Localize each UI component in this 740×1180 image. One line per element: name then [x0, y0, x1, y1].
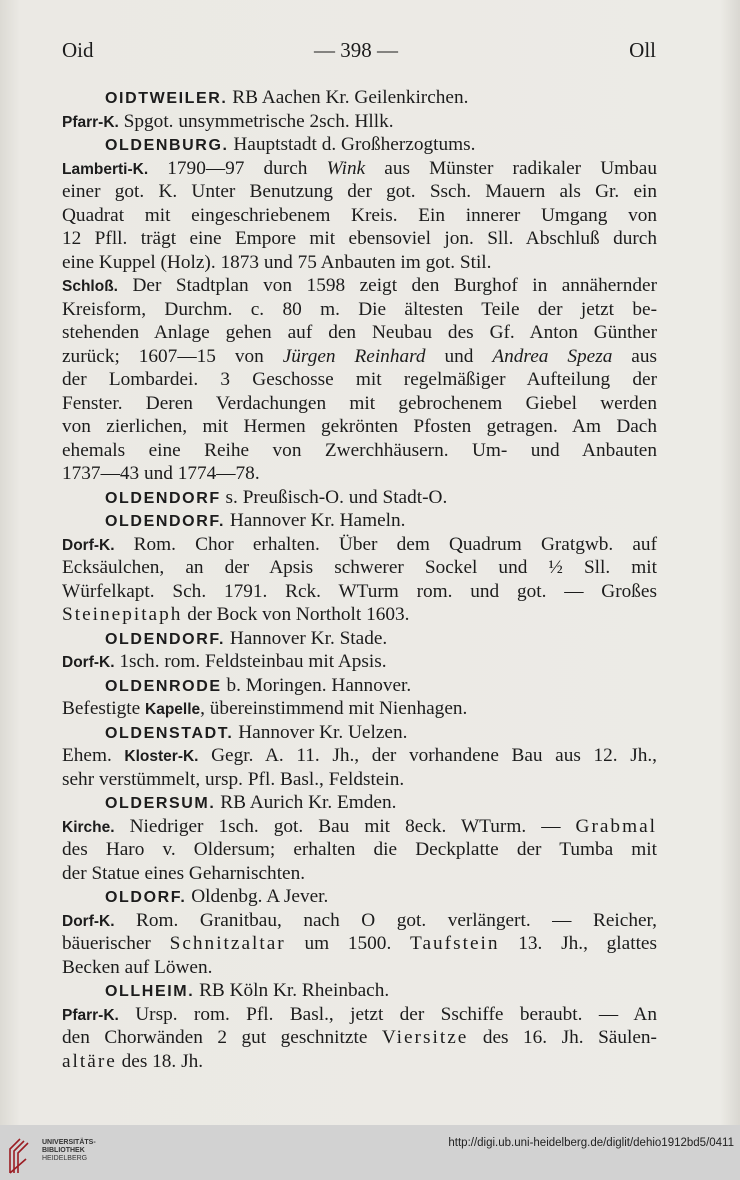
- text-line: [62, 1026, 657, 1050]
- text-segment: Kreisform, Durchm. c. 80 m. Die ältesten Teile der jetzt be-: [62, 298, 657, 320]
- spaced-term: Viersitze: [381, 1027, 469, 1048]
- text-segment: Befestigte: [62, 698, 145, 719]
- text-line: [62, 744, 657, 768]
- text-line: [62, 110, 657, 134]
- text-segment: Hannover Kr. Stade.: [225, 627, 388, 649]
- text-line: [62, 298, 657, 322]
- text-line: [62, 368, 657, 392]
- text-segment: Der Stadtplan von 1598 zeigt den Burghof in annähernder: [117, 275, 657, 296]
- text-segment: Hauptstadt d. Großherzogtums.: [228, 134, 476, 155]
- text-segment: 1790—97 durch: [148, 157, 327, 179]
- entry-heading: OLDENRODE: [105, 677, 222, 695]
- text-segment: 13. Jh., glattes: [499, 933, 657, 954]
- text-line: [62, 204, 657, 228]
- running-head-left: Oid: [62, 38, 94, 62]
- text-line: [62, 439, 657, 463]
- text-segment: Quadrat mit eingeschriebenem Kreis. Ein innerer Umgang von: [62, 204, 657, 226]
- text-line: [62, 697, 657, 721]
- text-segment: 1sch. rom. Feldsteinbau mit Apsis.: [114, 651, 387, 672]
- text-line: [62, 603, 657, 627]
- text-line: [62, 580, 657, 604]
- library-name-line: UNIVERSITÄTS-: [42, 1139, 96, 1146]
- text-line: [62, 650, 657, 674]
- artist-name: Wink: [326, 157, 366, 179]
- text-segment: des Haro v. Oldersum; erhalten die Deckplatte der Tumba mit: [62, 839, 657, 860]
- text-line: [62, 227, 657, 251]
- text-line: [62, 251, 657, 275]
- text-segment: einer got. K. Unter Benutzung der got. Ssch. Mauern als Gr. ein: [62, 181, 657, 202]
- spaced-term: Steinepitaph: [62, 604, 183, 625]
- entry-label: Kloster-K.: [124, 748, 199, 765]
- entry-heading: OLLHEIM.: [105, 983, 195, 1000]
- text-segment: Ursp. rom. Pfl. Basl., jetzt der Sschiffe beraubt. — An: [118, 1003, 657, 1025]
- text-segment: der Bock von Northolt 1603.: [182, 604, 410, 625]
- text-segment: s. Preußisch-O. und Stadt-O.: [220, 486, 448, 508]
- page-body-text: [62, 86, 657, 1073]
- text-line: [62, 909, 657, 933]
- text-segment: den Chorwänden 2 gut geschnitzte: [62, 1027, 382, 1048]
- entry-heading: OLDENSTADT.: [105, 724, 234, 742]
- text-line: [62, 1003, 657, 1027]
- entry-heading: OLDORF.: [105, 889, 187, 906]
- text-line: [62, 180, 657, 204]
- text-line: [62, 674, 657, 698]
- text-segment: Becken auf Löwen.: [62, 956, 213, 978]
- text-segment: aus: [612, 345, 658, 367]
- entry-heading: OLDENDORF.: [105, 630, 225, 648]
- text-line: [62, 1050, 657, 1074]
- text-segment: RB Aurich Kr. Emden.: [215, 792, 397, 813]
- entry-heading: OLDENDORF: [105, 489, 221, 507]
- text-segment: eine Kuppel (Holz). 1873 und 75 Anbauten im got. Stil.: [62, 251, 492, 273]
- spaced-term: Taufstein: [410, 933, 500, 954]
- text-line: [62, 862, 657, 886]
- text-segment: Fenster. Deren Verdachungen mit gebrochenem Giebel werden: [62, 392, 657, 414]
- text-segment: Niedriger 1sch. got. Bau mit 8eck. WTurm. —: [114, 815, 576, 837]
- text-segment: der Statue eines Geharnischten.: [62, 862, 306, 884]
- text-line: [62, 791, 657, 815]
- text-segment: aus Münster radikaler Umbau: [365, 157, 657, 179]
- text-line: [62, 768, 657, 792]
- text-segment: Oldenbg. A Jever.: [186, 886, 329, 907]
- text-segment: Würfelkapt. Sch. 1791. Rck. WTurm rom. und got. — Großes: [62, 580, 657, 602]
- text-segment: 1737—43 und 1774—78.: [62, 463, 260, 484]
- text-line: [62, 838, 657, 862]
- library-name-line: BIBLIOTHEK: [42, 1147, 85, 1154]
- text-line: [62, 932, 657, 956]
- text-segment: um 1500.: [285, 933, 411, 954]
- text-line: [62, 462, 657, 486]
- text-line: [62, 415, 657, 439]
- text-line: [62, 86, 657, 110]
- text-line: [62, 321, 657, 345]
- entry-heading: OLDERSUM.: [105, 795, 216, 812]
- footer-bar: [0, 1125, 740, 1180]
- text-line: [62, 133, 657, 157]
- text-segment: Hannover Kr. Uelzen.: [233, 721, 408, 743]
- entry-heading: OLDENBURG.: [105, 137, 229, 154]
- text-segment: der Lombardei. 3 Geschosse mit regelmäßiger Aufteilung der: [62, 369, 657, 390]
- source-url-link[interactable]: http://digi.ub.uni-heidelberg.de/diglit/dehio1912bd5/0411: [448, 1137, 734, 1149]
- text-segment: Ecksäulchen, an der Apsis schwerer Sockel und ½ Sll. mit: [62, 557, 657, 578]
- text-line: [62, 533, 657, 557]
- text-segment: Gegr. A. 11. Jh., der vorhandene Bau aus 12. Jh.,: [198, 745, 657, 766]
- page-number: — 398 —: [314, 38, 398, 62]
- text-segment: sehr verstümmelt, ursp. Pfl. Basl., Feldstein.: [62, 768, 405, 790]
- text-line: [62, 627, 657, 651]
- entry-heading: OLDENDORF.: [105, 513, 225, 530]
- entry-heading: OIDTWEILER.: [105, 90, 228, 107]
- text-segment: RB Aachen Kr. Geilenkirchen.: [227, 87, 469, 108]
- text-segment: RB Köln Kr. Rheinbach.: [194, 980, 390, 1001]
- text-line: [62, 556, 657, 580]
- text-segment: des 18. Jh.: [116, 1050, 204, 1072]
- spaced-term: altäre: [62, 1050, 117, 1072]
- entry-label: Kapelle: [145, 701, 201, 718]
- artist-name: Andrea Speza: [492, 345, 613, 367]
- text-line: [62, 979, 657, 1003]
- entry-label: Dorf-K.: [62, 654, 115, 671]
- text-segment: 12 Pfll. trägt eine Empore mit ebensoviel jon. Sll. Abschluß durch: [62, 228, 657, 249]
- text-segment: zurück; 1607—15 von: [62, 345, 283, 367]
- text-segment: , übereinstimmend mit Nienhagen.: [200, 698, 468, 719]
- text-line: [62, 815, 657, 839]
- entry-label: Schloß.: [62, 278, 118, 295]
- text-line: [62, 157, 657, 181]
- text-segment: b. Moringen. Hannover.: [221, 674, 412, 696]
- entry-label: Kirche.: [62, 818, 115, 836]
- artist-name: Jürgen Reinhard: [282, 345, 426, 367]
- text-segment: stehenden Anlage gehen auf den Neubau des Gf. Anton Günther: [62, 322, 657, 343]
- text-segment: Hannover Kr. Hameln.: [225, 510, 406, 531]
- text-segment: Rom. Granitbau, nach O got. verlängert. — Reicher,: [114, 909, 657, 931]
- text-line: [62, 274, 657, 298]
- text-line: [62, 885, 657, 909]
- text-segment: bäuerischer: [62, 933, 170, 954]
- text-segment: von zierlichen, mit Hermen gekrönten Pfosten getragen. Am Dach: [62, 416, 657, 437]
- text-segment: des 16. Jh. Säulen-: [468, 1027, 657, 1048]
- text-line: [62, 392, 657, 416]
- text-segment: Spgot. unsymmetrische 2sch. Hllk.: [118, 110, 394, 132]
- entry-label: Dorf-K.: [62, 536, 115, 554]
- text-line: [62, 345, 657, 369]
- text-line: [62, 486, 657, 510]
- running-head-right: Oll: [629, 38, 656, 62]
- text-segment: Ehem.: [62, 745, 125, 766]
- entry-label: Lamberti-K.: [62, 160, 149, 178]
- entry-label: Pfarr-K.: [62, 113, 119, 131]
- text-line: [62, 956, 657, 980]
- entry-label: Pfarr-K.: [62, 1006, 119, 1024]
- entry-label: Dorf-K.: [62, 912, 115, 930]
- library-logo-icon: [6, 1135, 40, 1175]
- spaced-term: Grabmal: [575, 815, 657, 837]
- text-line: [62, 721, 657, 745]
- library-name: [42, 1139, 96, 1163]
- text-segment: ehemals eine Reihe von Zwerchhäusern. Um- und Anbauten: [62, 439, 657, 461]
- spaced-term: Schnitzaltar: [169, 933, 286, 954]
- library-name-line: HEIDELBERG: [42, 1155, 88, 1162]
- text-segment: Rom. Chor erhalten. Über dem Quadrum Gratgwb. auf: [114, 533, 657, 555]
- text-line: [62, 509, 657, 533]
- text-segment: und: [425, 345, 493, 367]
